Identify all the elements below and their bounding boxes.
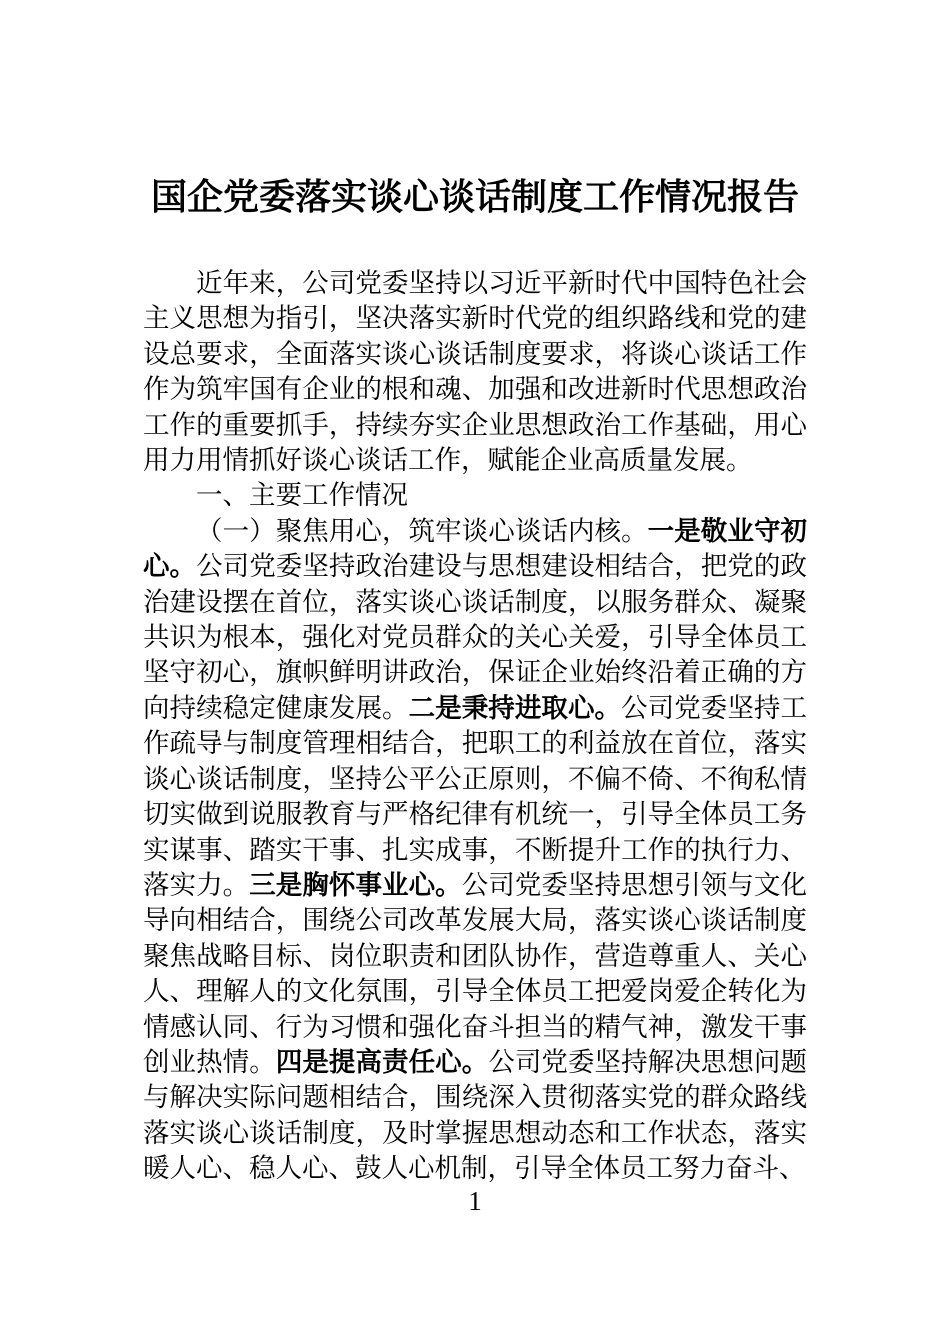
text-run: 公司党委坚持思想引领与文化导向相结合，围绕公司改革发展大局，落实谈心谈话制度聚焦战略目标、岗位职责和团队协作，营造尊重人、关心人、理解人的文化氛围，引导全体员工把爱岗爱企转化为情感认同、行为习惯和强化奋斗担当的精气神，激发干事创业热情。	[143, 869, 807, 1077]
bold-text-run: 四是提高责任心。	[275, 1046, 489, 1077]
document-content	[143, 0, 807, 1187]
text-run: 公司党委坚持工作疏导与制度管理相结合，把职工的利益放在首位，落实谈心谈话制度，坚持公平公正原则，不偏不倚、不徇私情切实做到说服教育与严格纪律有机统一，引导全体员工务实谋事、踏实干事、扎实成事，不断提升工作的执行力、落实力。	[143, 692, 807, 900]
document-title: 国企党委落实谈心谈话制度工作情况报告	[150, 176, 799, 217]
document-body	[143, 266, 807, 1187]
bold-text-run: 一是敬业守初心。	[143, 515, 808, 582]
paragraph	[143, 266, 807, 478]
bold-text-run: 三是胸怀事业心。	[249, 869, 462, 900]
page-number: 1	[468, 1186, 482, 1216]
text-run: （一）聚焦用心，筑牢谈心谈话内核。	[196, 515, 648, 546]
page-footer	[0, 1188, 950, 1215]
text-run: 近年来，公司党委坚持以习近平新时代中国特色社会主义思想为指引，坚决落实新时代党的组织路线和党的建设总要求，全面落实谈心谈话制度要求，将谈心谈话工作作为筑牢国有企业的根和魂、加强和改进新时代思想政治工作的重要抓手，持续夯实企业思想政治工作基础，用心用力用情抓好谈心谈话工作，赋能企业高质量发展。	[143, 268, 807, 476]
text-run: 一、主要工作情况	[196, 480, 408, 511]
paragraph	[143, 478, 807, 513]
paragraph	[143, 514, 807, 1187]
bold-text-run: 二是秉持进取心。	[408, 692, 622, 723]
text-run: 公司党委坚持政治建设与思想建设相结合，把党的政治建设摆在首位，落实谈心谈话制度，以服务群众、凝聚共识为根本，强化对党员群众的关心关爱，引导全体员工坚守初心，旗帜鲜明讲政治，保证企业始终沿着正确的方向持续稳定健康发展。	[143, 551, 807, 723]
text-run: 公司党委坚持解决思想问题与解决实际问题相结合，围绕深入贯彻落实党的群众路线落实谈心谈话制度，及时掌握思想动态和工作状态，落实暖人心、稳人心、鼓人心机制，引导全体员工努力奋斗、	[143, 1046, 807, 1184]
